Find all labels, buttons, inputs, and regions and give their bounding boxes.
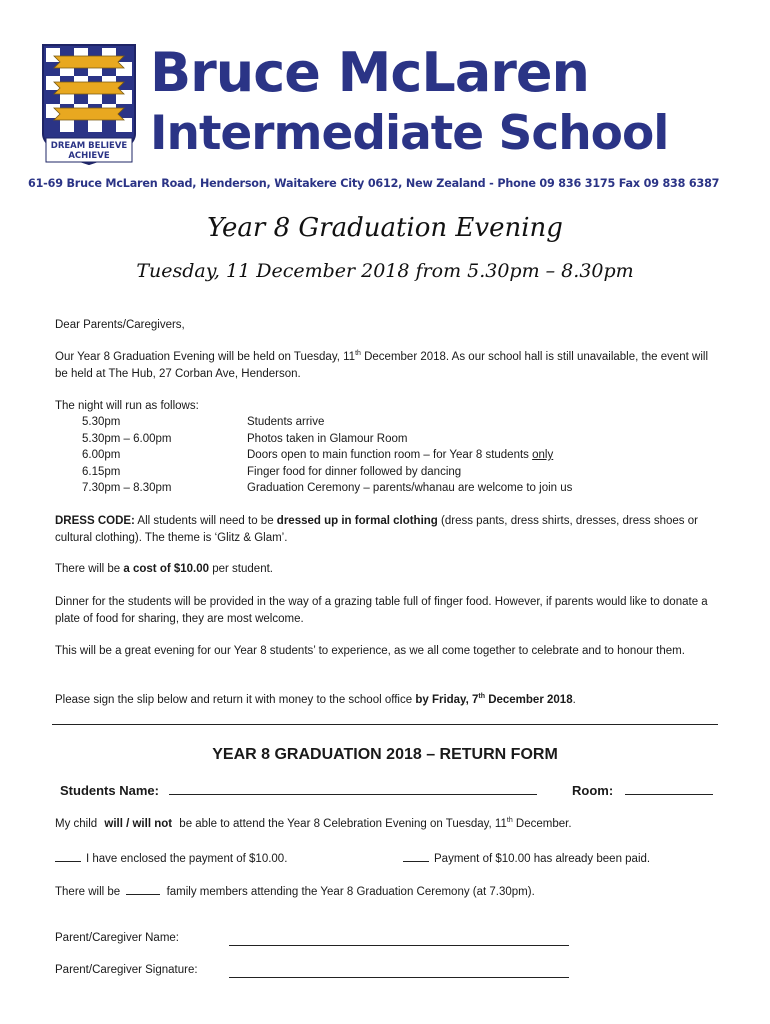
student-name-field[interactable] — [60, 783, 537, 798]
attendance-line[interactable]: My child will / will not be able to attend the Year 8 Celebration Evening on Tuesday, 11th December. — [55, 817, 572, 830]
will-will-not-choice[interactable]: will / will not — [104, 818, 173, 830]
school-name-line2: Intermediate School — [150, 106, 669, 161]
parent-name-field[interactable] — [55, 932, 179, 944]
room-label: Room: — [572, 783, 614, 798]
cost-paragraph: There will be a cost of $10.00 per student. — [55, 563, 273, 575]
greeting: Dear Parents/Caregivers, — [55, 319, 185, 331]
student-name-blank[interactable] — [169, 783, 537, 795]
return-form-title: YEAR 8 GRADUATION 2018 – RETURN FORM — [212, 746, 558, 763]
return-instructions: Please sign the slip below and return it with money to the school office by Friday, 7th December 2018. — [55, 693, 576, 706]
intro-paragraph: Our Year 8 Graduation Evening will be held on Tuesday, 11th December 2018. As our school hall is still unavailable, the event will be held at The Hub, 27 Corban Ave, Henderson. — [55, 350, 709, 380]
parent-signature-label: Parent/Caregiver Signature: — [55, 964, 198, 976]
payment-enclosed-blank[interactable] — [55, 850, 81, 862]
family-count-blank[interactable] — [126, 883, 160, 895]
payment-paid-blank[interactable] — [403, 850, 429, 862]
dinner-paragraph: Dinner for the students will be provided in the way of a grazing table full of finger food. However, if parents would like to donate a plate of food for sharing, they are most welcome. — [55, 596, 708, 625]
payment-paid-option[interactable]: Payment of $10.00 has already been paid. — [403, 850, 650, 865]
school-name-line1: Bruce McLaren — [150, 41, 589, 104]
parent-signature-blank[interactable] — [229, 966, 569, 978]
room-field[interactable] — [572, 783, 713, 798]
family-members-line[interactable]: There will be family members attending the Year 8 Graduation Ceremony (at 7.30pm). — [55, 883, 535, 898]
room-blank[interactable] — [625, 783, 713, 795]
student-name-label: Students Name: — [60, 783, 159, 798]
event-date: Tuesday, 11 December 2018 from 5.30pm – 8.30pm — [136, 260, 634, 282]
page-title: Year 8 Graduation Evening — [207, 213, 563, 243]
dress-code-paragraph: DRESS CODE: All students will need to be dressed up in formal clothing (dress pants, dress shirts, dresses, dress shoes or cultural clothing). The theme is ‘Glitz & Glam’. — [55, 515, 698, 544]
tear-off-divider — [52, 724, 718, 725]
svg-text:DREAM BELIEVE: DREAM BELIEVE — [50, 141, 128, 151]
school-name — [150, 41, 669, 161]
school-crest-logo — [40, 42, 138, 168]
parent-name-blank[interactable] — [229, 934, 569, 946]
schedule-intro: The night will run as follows: — [55, 400, 199, 412]
svg-text:ACHIEVE: ACHIEVE — [68, 151, 110, 161]
letter-page: DREAM BELIEVE ACHIEVE Bruce McLaren Intermediate School 61-69 Bruce McLaren Road, Henderson, Waitakere City 0612, New Zealand - Phone 09 836 3175 Fax 09 838 6387 Year 8 Graduation Evening Tuesday, 11 December 2018 from 5.30pm – 8.30pm Dear Parents/Caregivers, Our Year 8 Graduation Evening will be held on Tuesday, 11th December 2018. As our school hall is still unavailable, the event will be held at The Hub, 27 Corban Ave, Henderson. The night will run as follows: 5.30pm Students arrive 5.30pm – 6.00pm Photos taken in Glamour Room 6.00pm Doors open to main function room – for Year 8 students only 6.15pm Finger food for dinner followed by dancing 7.30pm – 8.30pm Graduation Ceremony – parents/whanau are welcome to join us DRESS CODE: All students will need to be dressed up in formal clothing (dress pants, dress shirts, dresses, dress shoes or cultural clothing). The theme is ‘Glitz & Glam’. There will be a cost of $10.00 per student. Dinner for the students will be provided in the way of a grazing table full of finger food. However, if parents would like to donate a plate of food for sharing, they are most welcome. This will be a great evening for our Year 8 students’ to experience, as we all come together to celebrate and to honour them. Please sign the slip below and return it with money to the school office by Friday, 7th December 2018. YEAR 8 GRADUATION 2018 – RETURN FORM Students Name: Room: My child will / will not be able to attend the Year 8 Celebration Evening on Tuesday, 11th December. I have enclosed the payment of $10.00. Payment of $10.00 has already been paid. There will be family members attending the Year 8 Graduation Ceremony (at 7.30pm). Parent/Caregiver Name: Parent/Caregiver Signature: — [0, 0, 770, 1024]
payment-enclosed-option[interactable]: I have enclosed the payment of $10.00. — [55, 850, 287, 865]
parent-name-label: Parent/Caregiver Name: — [55, 932, 179, 944]
parent-signature-field[interactable] — [55, 964, 198, 976]
evening-paragraph: This will be a great evening for our Year 8 students’ to experience, as we all come together to celebrate and to honour them. — [55, 645, 685, 657]
school-address: 61-69 Bruce McLaren Road, Henderson, Waitakere City 0612, New Zealand - Phone 09 836 3175 Fax 09 838 6387 — [28, 177, 720, 190]
